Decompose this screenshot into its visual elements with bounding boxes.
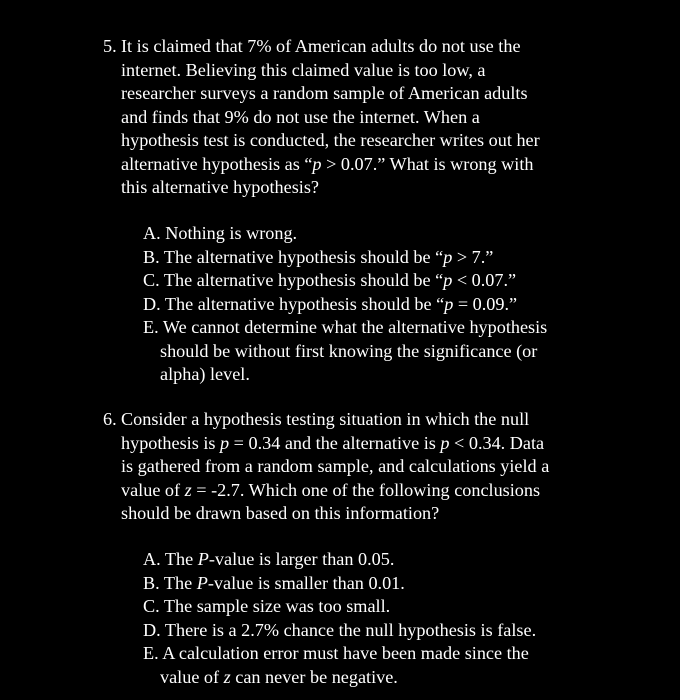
answer-choice-e bbox=[143, 642, 536, 689]
choice-text: D. There is a 2.7% chance the null hypothesis is false. bbox=[143, 619, 537, 640]
question-number: 5. bbox=[103, 36, 117, 56]
answer-choice-d bbox=[143, 619, 536, 643]
answer-choice-b bbox=[143, 246, 547, 270]
choice-text: B. The alternative hypothesis should be “p > 7.” bbox=[143, 246, 494, 267]
choice-text: B. The P-value is smaller than 0.01. bbox=[143, 572, 405, 593]
answer-choice-b bbox=[143, 572, 536, 596]
choice-text: A. Nothing is wrong. bbox=[143, 223, 298, 243]
question-text-line: Consider a hypothesis testing situation in which the null bbox=[121, 409, 530, 429]
choice-text-continued: value of z can never be negative. bbox=[160, 666, 398, 687]
question-text-line: should be drawn based on this information? bbox=[121, 503, 440, 523]
answer-choice-a bbox=[143, 548, 536, 572]
choice-text-continued: should be without first knowing the significance (or bbox=[160, 340, 538, 361]
question-text-line: hypothesis is p = 0.34 and the alternative is p < 0.34. Data bbox=[121, 432, 545, 453]
question-text-line: researcher surveys a random sample of American adults bbox=[121, 83, 528, 103]
answer-choice-e bbox=[143, 316, 547, 387]
question-text-line: and finds that 9% do not use the internet. When a bbox=[121, 106, 480, 127]
question-text bbox=[121, 408, 549, 526]
question-text bbox=[121, 35, 540, 200]
question-text-line: this alternative hypothesis? bbox=[121, 177, 319, 197]
answer-choice-a bbox=[143, 222, 547, 246]
question-text-line: value of z = -2.7. Which one of the following conclusions bbox=[121, 479, 541, 500]
question-text-line: internet. Believing this claimed value is too low, a bbox=[121, 59, 486, 80]
answer-choices bbox=[143, 548, 536, 689]
question-text-line: It is claimed that 7% of American adults do not use the bbox=[121, 36, 521, 56]
question-text-line: hypothesis test is conducted, the researcher writes out her bbox=[121, 130, 540, 150]
question-number: 6. bbox=[103, 409, 117, 429]
question-text-line: alternative hypothesis as “p > 0.07.” What is wrong with bbox=[121, 153, 534, 174]
choice-text: C. The sample size was too small. bbox=[143, 596, 391, 616]
choice-text: D. The alternative hypothesis should be “p = 0.09.” bbox=[143, 293, 518, 314]
answer-choices bbox=[143, 222, 547, 387]
answer-choice-c bbox=[143, 595, 536, 619]
question-text-line: is gathered from a random sample, and calculations yield a bbox=[121, 456, 550, 476]
choice-text: A. The P-value is larger than 0.05. bbox=[143, 549, 395, 569]
answer-choice-d bbox=[143, 293, 547, 317]
choice-text: E. A calculation error must have been made since the bbox=[143, 643, 529, 663]
choice-text: C. The alternative hypothesis should be “p < 0.07.” bbox=[143, 270, 517, 290]
choice-text-continued: alpha) level. bbox=[160, 364, 250, 384]
answer-choice-c bbox=[143, 269, 547, 293]
choice-text: E. We cannot determine what the alternative hypothesis bbox=[143, 317, 548, 337]
